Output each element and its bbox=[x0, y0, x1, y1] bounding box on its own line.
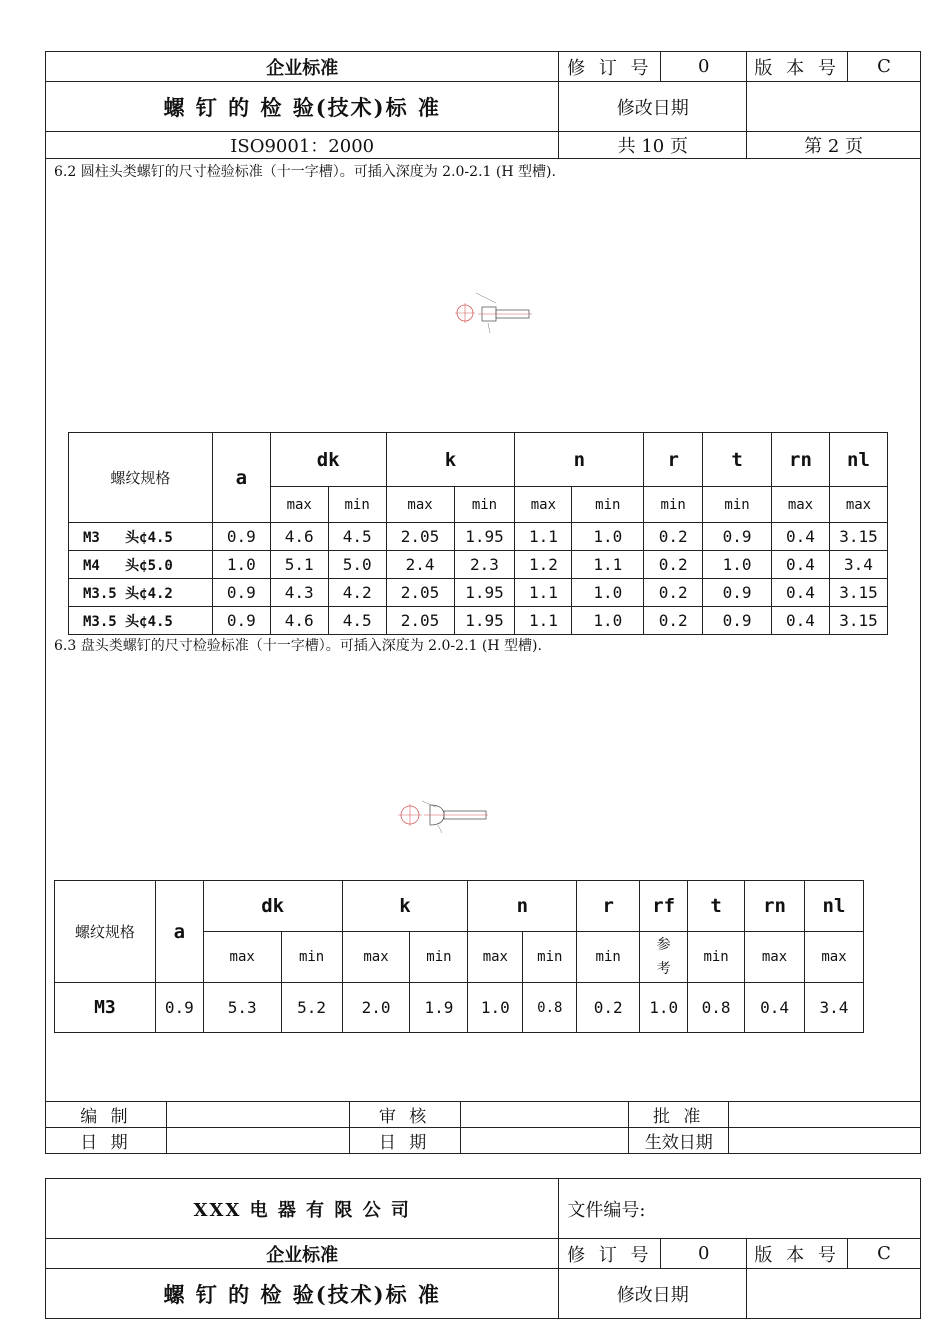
col-n-header: n bbox=[515, 433, 644, 487]
sub-header: min bbox=[454, 487, 515, 523]
cell: 1.0 bbox=[572, 579, 644, 607]
revision-label: 修 订 号 bbox=[559, 52, 661, 82]
cell: 5.3 bbox=[203, 983, 281, 1033]
sub-header: max bbox=[745, 932, 805, 983]
table-pan-head bbox=[54, 880, 864, 1033]
cell: 1.1 bbox=[515, 607, 572, 635]
cell: 3.15 bbox=[829, 523, 887, 551]
cell: 0.8 bbox=[523, 983, 577, 1033]
cylinder-head-screw-drawing bbox=[450, 285, 535, 337]
cell: 0.4 bbox=[772, 551, 830, 579]
col-r-header: r bbox=[577, 881, 640, 932]
revision-value: 0 bbox=[661, 52, 747, 82]
sub-header: min bbox=[328, 487, 386, 523]
signoff-table bbox=[45, 1101, 921, 1154]
version-value: C bbox=[848, 1239, 921, 1269]
sub-header: max bbox=[804, 932, 863, 983]
cell: 1.1 bbox=[572, 551, 644, 579]
row-spec: M3 bbox=[55, 983, 156, 1033]
page-number: 第 2 页 bbox=[747, 132, 921, 159]
review-value bbox=[460, 1102, 629, 1128]
cell-a: 0.9 bbox=[212, 523, 270, 551]
doc-number-label: 文件编号: bbox=[559, 1179, 921, 1239]
compile-label: 编 制 bbox=[46, 1102, 167, 1128]
cell: 0.2 bbox=[644, 551, 703, 579]
document-title: 螺 钉 的 检 验(技术)标 准 bbox=[46, 82, 559, 132]
cell: 1.1 bbox=[515, 523, 572, 551]
version-label: 版 本 号 bbox=[747, 52, 848, 82]
row-spec: M3 头¢4.5 bbox=[69, 523, 213, 551]
revision-date-label: 修改日期 bbox=[559, 82, 747, 132]
col-nl-header: nl bbox=[829, 433, 887, 487]
cell: 4.3 bbox=[270, 579, 328, 607]
cell: 0.2 bbox=[577, 983, 640, 1033]
revision-date-value bbox=[747, 82, 921, 132]
section-6-3-caption: 6.3 盘头类螺钉的尺寸检验标准（十一字槽）。可插入深度为 2.0-2.1 (H 型槽). bbox=[54, 638, 542, 654]
cell: 1.1 bbox=[515, 579, 572, 607]
revision-date-label: 修改日期 bbox=[559, 1269, 747, 1319]
table-row bbox=[55, 983, 864, 1033]
date-label: 日 期 bbox=[46, 1128, 167, 1154]
cell: 1.0 bbox=[572, 523, 644, 551]
revision-label: 修 订 号 bbox=[559, 1239, 661, 1269]
cell: 2.05 bbox=[386, 523, 454, 551]
cell: 1.9 bbox=[410, 983, 468, 1033]
cell: 5.2 bbox=[281, 983, 342, 1033]
next-page-header-table bbox=[45, 1178, 921, 1319]
sub-header: min bbox=[703, 487, 772, 523]
sub-header: max bbox=[468, 932, 523, 983]
revision-value: 0 bbox=[661, 1239, 747, 1269]
cell: 0.4 bbox=[772, 523, 830, 551]
cell: 1.0 bbox=[468, 983, 523, 1033]
cell: 3.15 bbox=[829, 579, 887, 607]
col-rn-header: rn bbox=[745, 881, 805, 932]
table-row bbox=[69, 607, 888, 635]
cell: 2.05 bbox=[386, 579, 454, 607]
col-dk-header: dk bbox=[270, 433, 386, 487]
cell: 0.4 bbox=[772, 579, 830, 607]
total-pages: 共 10 页 bbox=[559, 132, 747, 159]
cell-a: 0.9 bbox=[212, 579, 270, 607]
sub-header: max bbox=[515, 487, 572, 523]
review-label: 审 核 bbox=[349, 1102, 460, 1128]
col-k-header: k bbox=[386, 433, 515, 487]
cell: 1.0 bbox=[640, 983, 688, 1033]
document-title: 螺 钉 的 检 验(技术)标 准 bbox=[46, 1269, 559, 1319]
cell: 1.0 bbox=[572, 607, 644, 635]
col-spec-header: 螺纹规格 bbox=[69, 433, 213, 523]
cell-a: 0.9 bbox=[155, 983, 203, 1033]
header-table bbox=[45, 51, 921, 159]
sub-header: min bbox=[281, 932, 342, 983]
sub-header: min bbox=[523, 932, 577, 983]
cell: 0.9 bbox=[703, 523, 772, 551]
cell: 4.2 bbox=[328, 579, 386, 607]
cell: 4.5 bbox=[328, 607, 386, 635]
cell: 3.15 bbox=[829, 607, 887, 635]
col-a-header: a bbox=[212, 433, 270, 523]
col-a-header: a bbox=[155, 881, 203, 983]
sub-header: max bbox=[203, 932, 281, 983]
effective-date-value bbox=[729, 1128, 921, 1154]
table-row bbox=[69, 523, 888, 551]
sub-header: max bbox=[386, 487, 454, 523]
date-value-2 bbox=[460, 1128, 629, 1154]
compile-value bbox=[166, 1102, 349, 1128]
pan-head-screw-drawing bbox=[392, 797, 490, 837]
cell: 4.5 bbox=[328, 523, 386, 551]
col-t-header: t bbox=[703, 433, 772, 487]
standard-label: 企业标准 bbox=[46, 1239, 559, 1269]
approve-label: 批 准 bbox=[629, 1102, 729, 1128]
sub-header: min bbox=[644, 487, 703, 523]
effective-date-label: 生效日期 bbox=[629, 1128, 729, 1154]
col-rn-header: rn bbox=[772, 433, 830, 487]
date-label-2: 日 期 bbox=[349, 1128, 460, 1154]
cell: 0.9 bbox=[703, 607, 772, 635]
revision-date-value bbox=[747, 1269, 921, 1319]
col-t-header: t bbox=[688, 881, 745, 932]
cell: 5.1 bbox=[270, 551, 328, 579]
cell: 0.2 bbox=[644, 523, 703, 551]
iso-standard: ISO9001：2000 bbox=[46, 132, 559, 159]
version-value: C bbox=[848, 52, 921, 82]
cell: 0.9 bbox=[703, 579, 772, 607]
cell: 0.4 bbox=[745, 983, 805, 1033]
col-spec-header: 螺纹规格 bbox=[55, 881, 156, 983]
cell: 2.3 bbox=[454, 551, 515, 579]
cell: 3.4 bbox=[829, 551, 887, 579]
sub-header: max bbox=[270, 487, 328, 523]
sub-header: max bbox=[342, 932, 410, 983]
table-row bbox=[69, 551, 888, 579]
cell: 1.95 bbox=[454, 579, 515, 607]
col-r-header: r bbox=[644, 433, 703, 487]
row-spec: M3.5 头¢4.5 bbox=[69, 607, 213, 635]
date-value bbox=[166, 1128, 349, 1154]
sub-header-reference: 参考 bbox=[640, 932, 688, 983]
sub-header: max bbox=[829, 487, 887, 523]
cell: 1.0 bbox=[703, 551, 772, 579]
company-name: XXX 电 器 有 限 公 司 bbox=[46, 1179, 559, 1239]
sub-header: min bbox=[410, 932, 468, 983]
col-n-header: n bbox=[468, 881, 577, 932]
cell: 2.4 bbox=[386, 551, 454, 579]
col-k-header: k bbox=[342, 881, 468, 932]
approve-value bbox=[729, 1102, 921, 1128]
table-cylinder-head bbox=[68, 432, 888, 635]
cell: 1.95 bbox=[454, 607, 515, 635]
cell: 2.0 bbox=[342, 983, 410, 1033]
version-label: 版 本 号 bbox=[747, 1239, 848, 1269]
cell: 5.0 bbox=[328, 551, 386, 579]
cell: 4.6 bbox=[270, 607, 328, 635]
cell: 0.2 bbox=[644, 607, 703, 635]
sub-header: max bbox=[772, 487, 830, 523]
table-row bbox=[69, 579, 888, 607]
cell-a: 1.0 bbox=[212, 551, 270, 579]
row-spec: M3.5 头¢4.2 bbox=[69, 579, 213, 607]
cell: 0.2 bbox=[644, 579, 703, 607]
cell: 0.8 bbox=[688, 983, 745, 1033]
cell: 0.4 bbox=[772, 607, 830, 635]
col-rf-header: rf bbox=[640, 881, 688, 932]
cell: 1.2 bbox=[515, 551, 572, 579]
standard-label: 企业标准 bbox=[46, 52, 559, 82]
sub-header: min bbox=[577, 932, 640, 983]
cell: 1.95 bbox=[454, 523, 515, 551]
cell: 3.4 bbox=[804, 983, 863, 1033]
sub-header: min bbox=[688, 932, 745, 983]
cell: 4.6 bbox=[270, 523, 328, 551]
cell-a: 0.9 bbox=[212, 607, 270, 635]
col-dk-header: dk bbox=[203, 881, 342, 932]
cell: 2.05 bbox=[386, 607, 454, 635]
sub-header: min bbox=[572, 487, 644, 523]
section-6-2-caption: 6.2 圆柱头类螺钉的尺寸检验标准（十一字槽）。可插入深度为 2.0-2.1 (H 型槽). bbox=[54, 164, 556, 180]
col-nl-header: nl bbox=[804, 881, 863, 932]
row-spec: M4 头¢5.0 bbox=[69, 551, 213, 579]
